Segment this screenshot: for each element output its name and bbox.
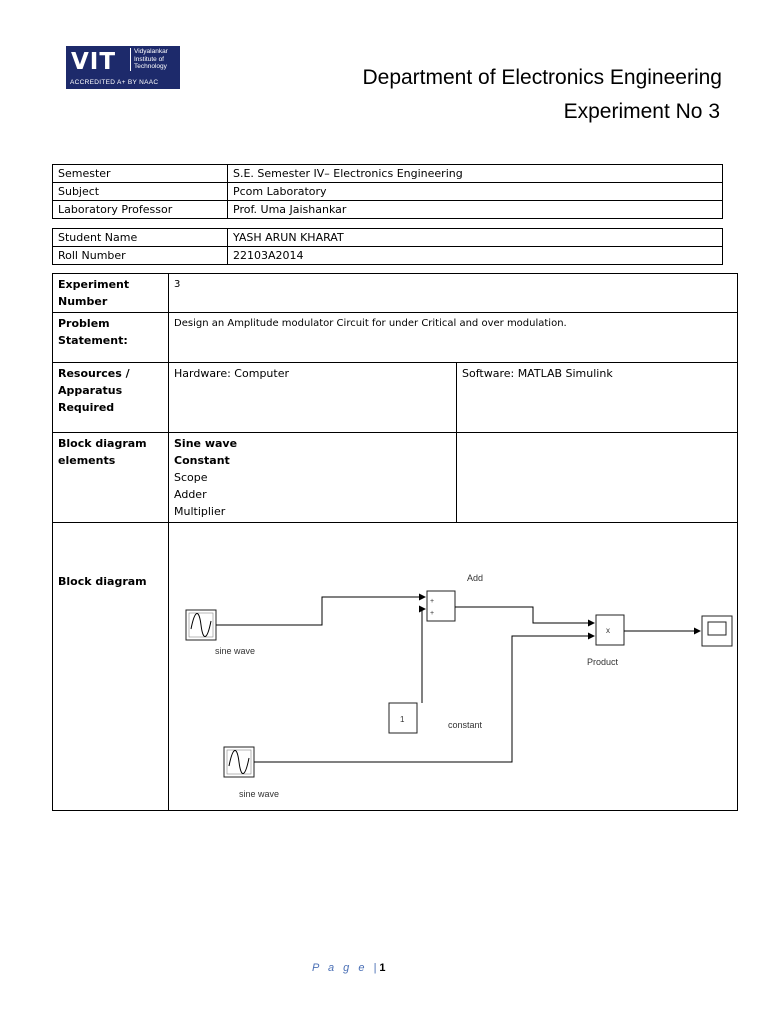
- table-row: [53, 363, 738, 433]
- constant-value: 1: [400, 715, 405, 724]
- page-footer: [312, 962, 386, 974]
- info-value: Pcom Laboratory: [228, 183, 723, 201]
- sine-wave-1-label: sine wave: [215, 646, 256, 656]
- table-row: [53, 523, 738, 811]
- hardware-value: Hardware: Computer: [169, 363, 457, 433]
- experiment-number-label: Experiment Number: [53, 274, 169, 313]
- logo-institute: Vidyalankar Institute of Technology: [130, 48, 182, 71]
- vit-logo: [66, 46, 180, 89]
- product-block: [596, 615, 624, 645]
- list-item: Adder: [174, 488, 207, 501]
- problem-statement-value: Design an Amplitude modulator Circuit for under Critical and over modulation.: [169, 313, 738, 363]
- list-item: Multiplier: [174, 505, 226, 518]
- simulink-block-diagram: [169, 523, 739, 806]
- student-info-table: [52, 228, 723, 265]
- add-block: [427, 591, 455, 621]
- problem-statement-label: Problem Statement:: [53, 313, 169, 363]
- course-info-table: [52, 164, 723, 219]
- student-label: Student Name: [53, 229, 228, 247]
- table-row: [53, 229, 723, 247]
- info-label: Subject: [53, 183, 228, 201]
- department-title: Department of Electronics Engineering: [362, 66, 722, 89]
- list-item: Constant: [174, 454, 230, 467]
- software-value: Software: MATLAB Simulink: [457, 363, 738, 433]
- elements-label: Block diagram elements: [53, 433, 169, 523]
- svg-text:+: +: [430, 610, 435, 617]
- logo-accreditation: ACCREDITED A+ BY NAAC: [70, 79, 159, 86]
- logo-abbr: VIT: [71, 49, 117, 75]
- list-item: Sine wave: [174, 437, 238, 450]
- block-diagram-label: Block diagram: [58, 575, 147, 588]
- sine-wave-block-1: [186, 610, 216, 640]
- product-label: Product: [587, 657, 619, 667]
- constant-block: [389, 703, 417, 733]
- experiment-title: Experiment No 3: [563, 100, 720, 123]
- elements-empty-cell: [457, 433, 738, 523]
- info-label: Semester: [53, 165, 228, 183]
- product-symbol: x: [606, 626, 610, 635]
- sine-wave-2-label: sine wave: [239, 789, 280, 799]
- table-row: [53, 313, 738, 363]
- svg-text:+: +: [430, 598, 435, 605]
- experiment-number-value: 3: [169, 274, 738, 313]
- info-value: S.E. Semester IV– Electronics Engineering: [228, 165, 723, 183]
- connection-wires: [216, 597, 700, 762]
- table-row: [53, 183, 723, 201]
- constant-label: constant: [448, 720, 483, 730]
- student-name: YASH ARUN KHARAT: [228, 229, 723, 247]
- resources-label: Resources / Apparatus Required: [53, 363, 169, 433]
- table-row: [53, 247, 723, 265]
- page-number: 1: [379, 962, 386, 974]
- scope-block: [702, 616, 732, 646]
- table-row: [53, 201, 723, 219]
- table-row: [53, 274, 738, 313]
- info-value: Prof. Uma Jaishankar: [228, 201, 723, 219]
- roll-number: 22103A2014: [228, 247, 723, 265]
- page-label: P a g e |: [312, 962, 380, 974]
- info-label: Laboratory Professor: [53, 201, 228, 219]
- table-row: [53, 165, 723, 183]
- block-diagram-label-cell: [53, 523, 169, 811]
- block-diagram-cell: [169, 523, 738, 811]
- add-label: Add: [467, 573, 484, 583]
- sine-wave-block-2: [224, 747, 254, 777]
- table-row: [53, 433, 738, 523]
- experiment-table: [52, 273, 738, 811]
- list-item: Scope: [174, 471, 208, 484]
- student-label: Roll Number: [53, 247, 228, 265]
- elements-list: [169, 433, 457, 523]
